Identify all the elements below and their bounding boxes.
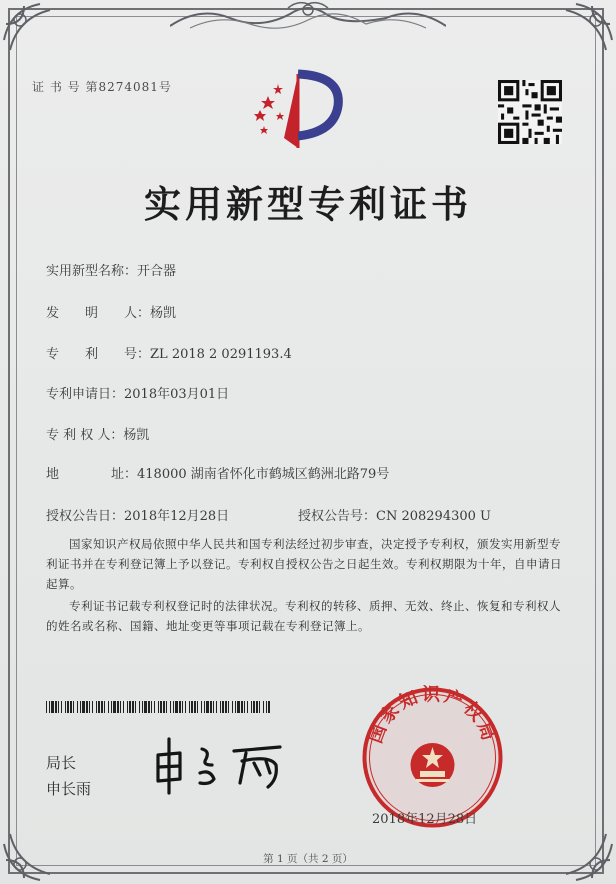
field-value: 2018年03月01日 bbox=[124, 387, 230, 402]
corner-ornament-icon bbox=[0, 0, 70, 70]
page-indicator: 第 1 页（共 2 页） bbox=[263, 853, 353, 865]
field-label: 地 址： bbox=[46, 467, 138, 482]
corner-ornament-icon bbox=[546, 0, 616, 70]
qr-code-icon bbox=[498, 80, 562, 144]
statement-paragraph: 专利证书记载专利权登记时的法律状况。专利权的转移、质押、无效、终止、恢复和专利权人的姓名或名称、国籍、地址变更等事项记载在专利登记簿上。 bbox=[46, 599, 561, 633]
field-value: 418000 湖南省怀化市鹤城区鹤洲北路79号 bbox=[137, 467, 390, 482]
field-utility-model-name bbox=[46, 260, 176, 279]
field-label: 专利申请日： bbox=[46, 387, 125, 402]
field-grant-number bbox=[298, 505, 491, 524]
certificate-title: 实用新型专利证书 bbox=[144, 182, 472, 226]
issue-date: 2018年12月28日 bbox=[372, 812, 478, 827]
statement-paragraph: 国家知识产权局依照中华人民共和国专利法经过初步审查，决定授予专利权，颁发实用新型专利证书并在专利登记簿上予以登记。专利权自授权公告之日起生效。专利权期限为十年，自申请日起算。 bbox=[46, 537, 562, 591]
field-patent-number bbox=[46, 343, 292, 362]
handwritten-signature bbox=[150, 735, 300, 795]
field-value: ZL 2018 2 0291193.4 bbox=[150, 347, 292, 362]
director-name: 申长雨 bbox=[46, 780, 92, 798]
corner-ornament-icon bbox=[0, 814, 70, 884]
director-title: 局长 bbox=[46, 754, 77, 772]
field-inventor bbox=[46, 302, 176, 321]
cnipa-logo-icon bbox=[244, 66, 354, 152]
certificate-number: 证 书 号 第8274081号 bbox=[32, 80, 172, 94]
field-label: 授权公告号： bbox=[298, 509, 377, 524]
field-grant-date bbox=[46, 505, 229, 524]
field-label: 专 利 权 人： bbox=[46, 428, 124, 443]
field-label: 发 明 人： bbox=[46, 306, 151, 321]
field-application-date bbox=[46, 383, 229, 402]
field-label: 授权公告日： bbox=[46, 509, 125, 524]
field-label: 专 利 号： bbox=[46, 347, 151, 362]
svg-text:国家知识产权局: 国家知识产权局 bbox=[365, 685, 500, 747]
barcode-icon bbox=[46, 701, 270, 713]
field-patentee bbox=[46, 424, 149, 443]
field-value: 2018年12月28日 bbox=[124, 509, 230, 524]
field-label: 实用新型名称： bbox=[46, 264, 138, 279]
field-value: 杨凯 bbox=[150, 306, 177, 321]
field-value: CN 208294300 U bbox=[376, 509, 491, 524]
field-value: 杨凯 bbox=[123, 428, 150, 443]
field-address bbox=[46, 463, 389, 482]
field-value: 开合器 bbox=[137, 264, 177, 279]
corner-ornament-icon bbox=[546, 814, 616, 884]
top-ornament-icon bbox=[170, 0, 446, 34]
